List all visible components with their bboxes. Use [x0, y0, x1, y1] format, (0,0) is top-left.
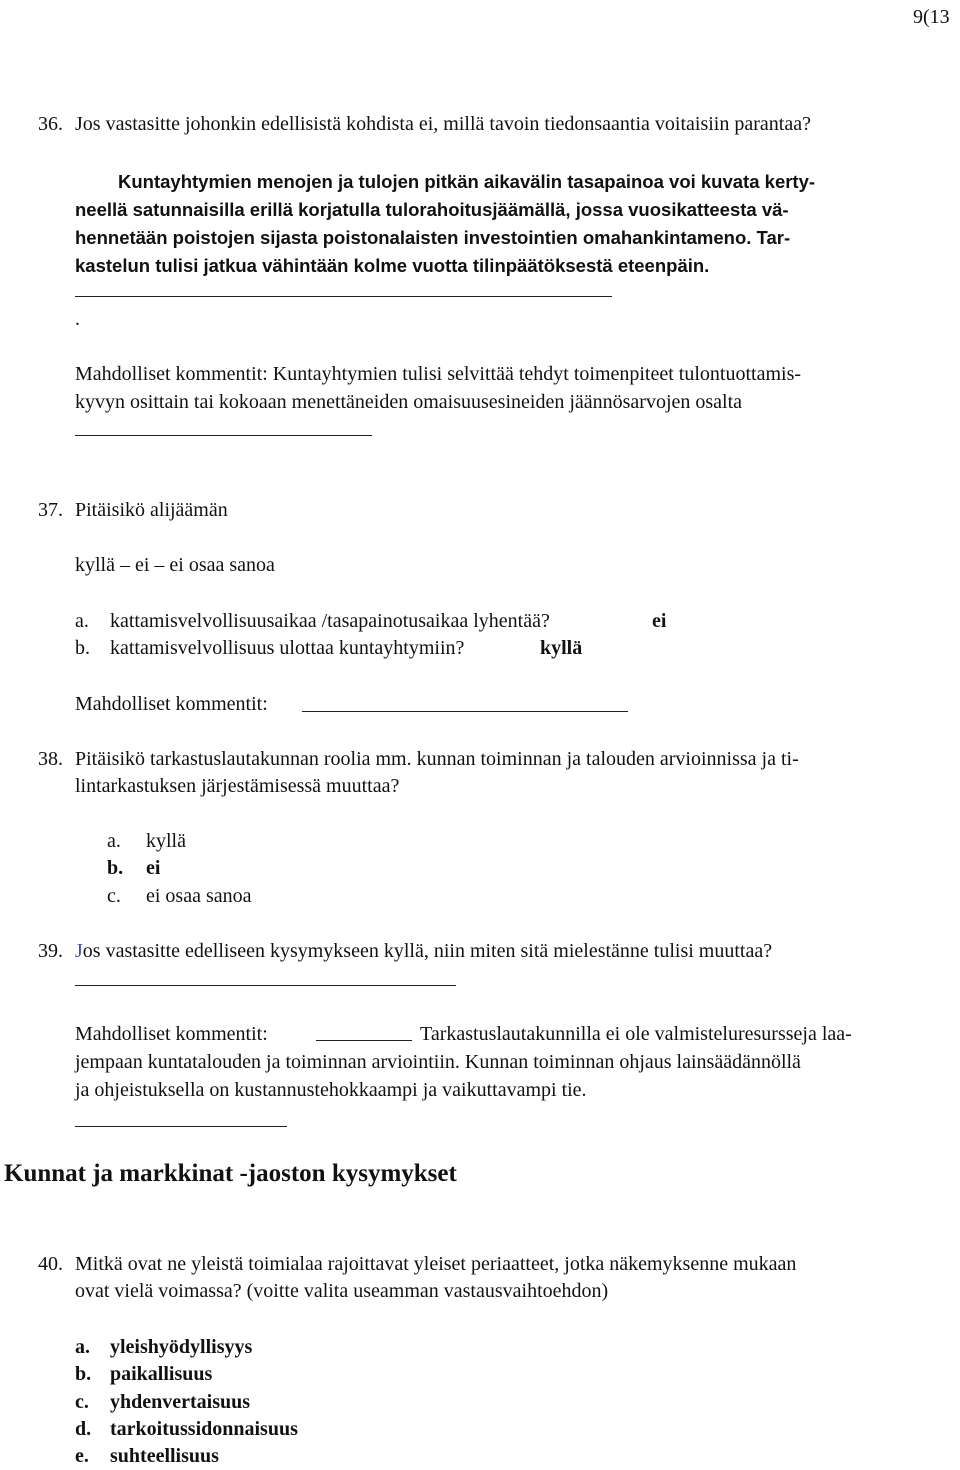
q40-text-line-1: Mitkä ovat ne yleistä toimialaa rajoittavat yleiset periaatteet, jotka näkemyksenne mukaan — [75, 1253, 797, 1275]
q39-extra-blank[interactable] — [75, 1126, 287, 1127]
q40-option-b-text: paikallisuus — [110, 1363, 213, 1385]
q37-comments-blank[interactable] — [302, 711, 628, 712]
q37-text: Pitäisikö alijäämän — [75, 499, 228, 521]
q38-option-b-text: ei — [146, 857, 161, 879]
q36-comments-line-2: kyvyn osittain tai kokoaan menettäneiden omaisuusesineiden jäännösarvojen osalta — [75, 391, 743, 413]
q40-option-e-label: e. — [75, 1445, 89, 1467]
q40-option-c-label: c. — [75, 1391, 89, 1413]
page-number: 9(13 — [913, 6, 950, 28]
q39-comments-label: Mahdolliset kommentit: — [75, 1023, 268, 1045]
q36-text: Jos vastasitte johonkin edellisistä kohdista ei, millä tavoin tiedonsaantia voitaisiin parantaa? — [75, 113, 811, 135]
q39-answer-blank[interactable] — [75, 985, 456, 986]
q37-scale: kyllä – ei – ei osaa sanoa — [75, 554, 275, 576]
q40-option-c-text: yhdenvertaisuus — [110, 1391, 251, 1413]
q39-text — [75, 937, 772, 965]
q39-comments-line-3: ja ohjeistuksella on kustannustehokkaampi ja vaikuttavampi tie. — [75, 1079, 587, 1101]
q38-option-b-label: b. — [107, 857, 124, 879]
q40-option-d-label: d. — [75, 1418, 92, 1440]
q36-answer-line-1: Kuntayhtymien menojen ja tulojen pitkän aikavälin tasapainoa voi kuvata kerty- — [118, 171, 816, 192]
section-heading: Kunnat ja markkinat -jaoston kysymykset — [4, 1160, 457, 1187]
q36-comments-line-1: Mahdolliset kommentit: Kuntayhtymien tulisi selvittää tehdyt toimenpiteet tulontuottamis- — [75, 363, 802, 385]
q40-option-d-text: tarkoitussidonnaisuus — [110, 1418, 298, 1440]
q36-dot: . — [75, 308, 80, 330]
q39-text-rest: os vastasitte edelliseen kysymykseen kyllä, niin miten sitä mielestänne tulisi muuttaa? — [82, 940, 773, 962]
q37-item-a-label: a. — [75, 610, 89, 632]
q37-item-b-answer: kyllä — [540, 637, 583, 659]
q37-comments-label: Mahdolliset kommentit: — [75, 693, 268, 715]
q38-option-c-label: c. — [107, 885, 121, 907]
q37-item-a-text: kattamisvelvollisuusaikaa /tasapainotusaikaa lyhentää? — [110, 610, 550, 632]
q39-first-letter: J — [75, 940, 83, 962]
q36-number: 36. — [38, 113, 63, 135]
q38-option-a-label: a. — [107, 830, 121, 852]
q38-number: 38. — [38, 748, 63, 770]
q40-option-b-label: b. — [75, 1363, 92, 1385]
q39-number: 39. — [38, 940, 63, 962]
q36-comments-blank[interactable] — [75, 435, 372, 436]
q39-comments-line-2: jempaan kuntatalouden ja toiminnan arviointiin. Kunnan toiminnan ohjaus lainsäädännöllä — [75, 1051, 801, 1073]
q38-text-line-2: lintarkastuksen järjestämisessä muuttaa? — [75, 775, 400, 797]
q37-item-b-text: kattamisvelvollisuus ulottaa kuntayhtymiin? — [110, 637, 465, 659]
q36-answer-line-4: kastelun tulisi jatkua vähintään kolme vuotta tilinpäätöksestä eteenpäin. — [75, 255, 710, 276]
q39-comments-line-1: Tarkastuslautakunnilla ei ole valmisteluresursseja laa- — [420, 1023, 852, 1045]
q38-text-line-1: Pitäisikö tarkastuslautakunnan roolia mm. kunnan toiminnan ja talouden arvioinnissa ja ti- — [75, 748, 799, 770]
q39-comments-blank[interactable] — [316, 1040, 412, 1041]
q40-option-e-text: suhteellisuus — [110, 1445, 219, 1467]
q36-answer-line-3: hennetään poistojen sijasta poistonalaisten investointien omahankintameno. Tar- — [75, 227, 791, 248]
q38-option-c-text: ei osaa sanoa — [146, 885, 252, 907]
q40-text-line-2: ovat vielä voimassa? (voitte valita useamman vastausvaihtoehdon) — [75, 1280, 609, 1302]
q36-answer-blank[interactable] — [75, 296, 612, 297]
q36-answer-line-2: neellä satunnaisilla erillä korjatulla tulorahoitusjäämällä, jossa vuosikatteesta vä- — [75, 199, 789, 220]
q40-option-a-label: a. — [75, 1336, 90, 1358]
q37-item-a-answer: ei — [652, 610, 667, 632]
q37-item-b-label: b. — [75, 637, 90, 659]
q37-number: 37. — [38, 499, 63, 521]
q40-option-a-text: yleishyödyllisyys — [110, 1336, 253, 1358]
q40-number: 40. — [38, 1253, 63, 1275]
q38-option-a-text: kyllä — [146, 830, 186, 852]
